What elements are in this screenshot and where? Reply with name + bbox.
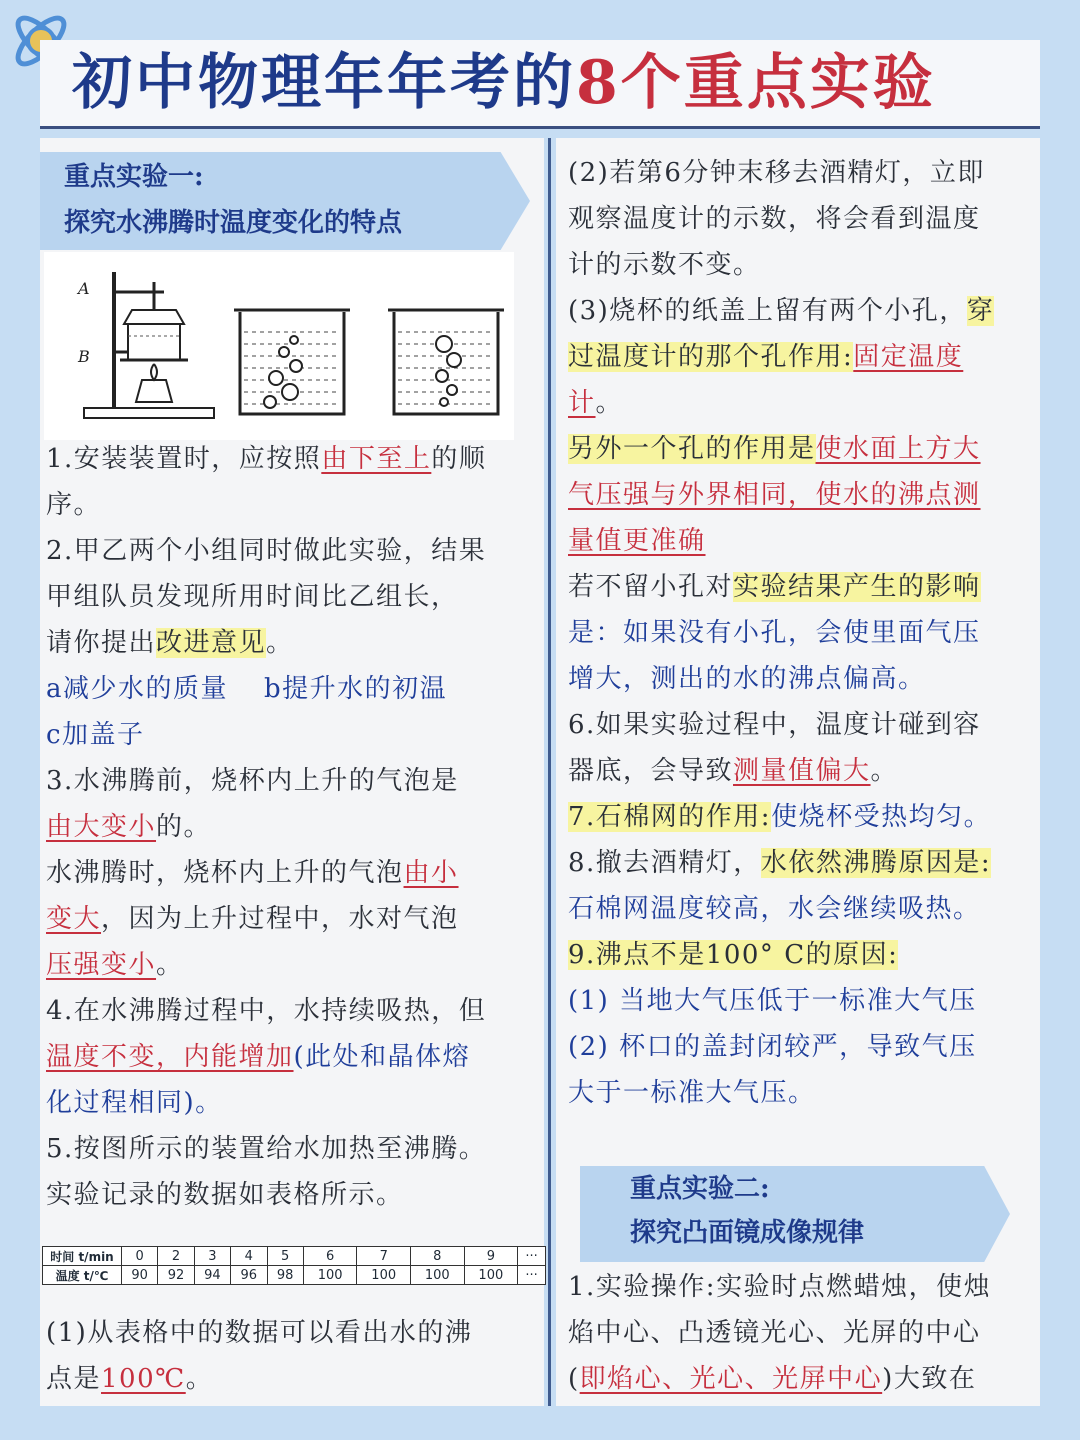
table-row: 时间 t/min 0 2 3 4 5 6 7 8 9 ··· <box>43 1247 546 1266</box>
right-line-17: 石棉网温度较高，水会继续吸热。 <box>568 894 981 924</box>
experiment-1-heading: 重点实验一: <box>64 162 204 192</box>
left-line-2: 序。 <box>46 490 102 520</box>
experiment-2-heading: 重点实验二: <box>630 1174 770 1204</box>
right2-line-2: 焰中心、凸透镜光心、光屏的中心 <box>568 1318 981 1348</box>
right-line-20: (2) 杯口的盖封闭较严，导致气压 <box>568 1032 977 1062</box>
right-line-21: 大于一标准大气压。 <box>568 1078 816 1108</box>
right-line-14: 器底，会导致测量值偏大。 <box>568 756 899 786</box>
page-title: 初中物理年年考的8个重点实验 <box>72 48 936 118</box>
right-line-9: 量值更准确 <box>568 526 706 556</box>
table-header: 温度 t/℃ <box>43 1266 122 1285</box>
right-line-11: 是：如果没有小孔，会使里面气压 <box>568 618 981 648</box>
right2-line-1: 1.实验操作:实验时点燃蜡烛，使烛 <box>568 1272 992 1302</box>
left-line-13: 4.在水沸腾过程中，水持续吸热，但 <box>46 996 487 1026</box>
boiling-apparatus-diagram <box>44 252 514 440</box>
left-line-16: 5.按图所示的装置给水加热至沸腾。 <box>46 1134 487 1164</box>
right-line-7: 另外一个孔的作用是使水面上方大 <box>568 434 981 464</box>
left-line-3: 2.甲乙两个小组同时做此实验，结果 <box>46 536 487 566</box>
right-line-8: 气压强与外界相同，使水的沸点测 <box>568 480 981 510</box>
right-line-19: (1) 当地大气压低于一标准大气压 <box>568 986 977 1016</box>
left-line-9: 由大变小的。 <box>46 812 212 842</box>
left-line-6: a减少水的质量 b提升水的初温 <box>46 674 448 704</box>
right-line-12: 增大，测出的水的沸点偏高。 <box>568 664 926 694</box>
table-header: 时间 t/min <box>43 1247 122 1266</box>
temperature-table <box>42 1246 546 1285</box>
left-line-8: 3.水沸腾前，烧杯内上升的气泡是 <box>46 766 459 796</box>
left-line-14: 温度不变，内能增加(此处和晶体熔 <box>46 1042 471 1072</box>
column-divider <box>548 138 551 1406</box>
right-line-3: 计的示数不变。 <box>568 250 761 280</box>
right2-line-3: (即焰心、光心、光屏中心)大致在 <box>568 1364 977 1394</box>
right-line-10: 若不留小孔对实验结果产生的影响 <box>568 572 981 602</box>
left-line-7: c加盖子 <box>46 720 145 750</box>
right-line-5: 过温度计的那个孔作用:固定温度 <box>568 342 964 372</box>
right-line-13: 6.如果实验过程中，温度计碰到容 <box>568 710 981 740</box>
right-line-2: 观察温度计的示数，将会看到温度 <box>568 204 981 234</box>
experiment-2-title: 探究凸面镜成像规律 <box>630 1218 865 1248</box>
label-b: B <box>78 347 90 366</box>
experiment-1-title: 探究水沸腾时温度变化的特点 <box>64 208 403 238</box>
right-line-15: 7.石棉网的作用:使烧杯受热均匀。 <box>568 802 992 832</box>
right-line-6: 计。 <box>568 388 624 418</box>
right-line-1: (2)若第6分钟末移去酒精灯，立即 <box>568 158 985 188</box>
left-line-15: 化过程相同)。 <box>46 1088 223 1118</box>
left-line-18: (1)从表格中的数据可以看出水的沸 <box>46 1318 473 1348</box>
table-row: 温度 t/℃ 90 92 94 96 98 100 100 100 100 ··· <box>43 1266 546 1285</box>
left-line-19: 点是100℃。 <box>46 1364 214 1394</box>
label-a: A <box>78 279 90 298</box>
left-line-4: 甲组队员发现所用时间比乙组长， <box>46 582 459 612</box>
left-line-12: 压强变小。 <box>46 950 184 980</box>
left-line-1: 1.安装装置时，应按照由下至上的顺 <box>46 444 487 474</box>
right-line-18: 9.沸点不是100° C的原因: <box>568 940 899 970</box>
left-line-10: 水沸腾时，烧杯内上升的气泡由小 <box>46 858 459 888</box>
left-line-17: 实验记录的数据如表格所示。 <box>46 1180 404 1210</box>
left-line-5: 请你提出改进意见。 <box>46 628 294 658</box>
right-line-16: 8.撤去酒精灯，水依然沸腾原因是: <box>568 848 992 878</box>
left-line-11: 变大，因为上升过程中，水对气泡 <box>46 904 459 934</box>
right-line-4: (3)烧杯的纸盖上留有两个小孔，穿 <box>568 296 995 326</box>
